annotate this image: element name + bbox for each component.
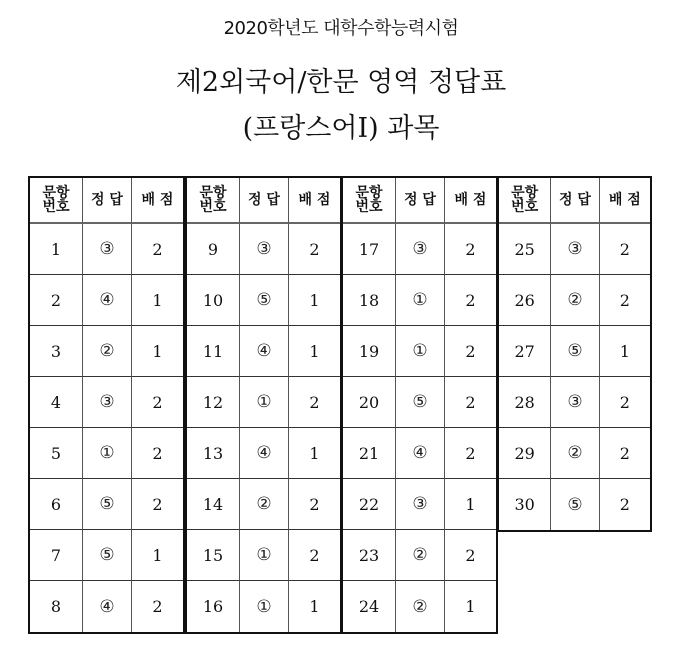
- answer-value: ④: [240, 326, 289, 377]
- table-row: [187, 581, 340, 632]
- table-row: [499, 377, 650, 428]
- question-number: 5: [30, 428, 83, 479]
- answer-value: ②: [551, 275, 599, 326]
- answer-group-4: [497, 176, 652, 532]
- points-value: 1: [132, 530, 183, 581]
- table-row: [187, 530, 340, 581]
- table-row: [30, 530, 183, 581]
- header-row: [499, 178, 650, 224]
- answer-value: ③: [396, 479, 445, 530]
- answer-value: ③: [83, 224, 132, 275]
- header-question-no: [499, 178, 551, 224]
- page-title: 제2외국어/한문 영역 정답표: [175, 67, 507, 98]
- points-value: 2: [289, 530, 340, 581]
- answer-value: ②: [396, 581, 445, 632]
- question-number: 6: [30, 479, 83, 530]
- header-points: 배 점: [289, 178, 340, 224]
- table-row: [343, 275, 496, 326]
- table-row: [343, 581, 496, 632]
- question-number: 15: [187, 530, 240, 581]
- header-answer: 정 답: [83, 178, 132, 224]
- table-row: [30, 428, 183, 479]
- points-value: 1: [289, 428, 340, 479]
- question-number: 21: [343, 428, 396, 479]
- question-number: 23: [343, 530, 396, 581]
- table-row: [343, 326, 496, 377]
- answer-group-2: [185, 176, 342, 634]
- table-row: [343, 479, 496, 530]
- table-row: [30, 581, 183, 632]
- answer-value: ③: [551, 377, 599, 428]
- header-question-no-line2: 번호: [199, 199, 227, 215]
- points-value: 2: [445, 224, 496, 275]
- answer-value: ⑤: [551, 326, 599, 377]
- header-question-no-line2: 번호: [42, 199, 70, 215]
- points-value: 2: [132, 479, 183, 530]
- question-number: 17: [343, 224, 396, 275]
- table-row: [343, 377, 496, 428]
- points-value: 2: [619, 495, 630, 514]
- points-value: 2: [445, 326, 496, 377]
- answer-value: ④: [396, 428, 445, 479]
- question-number: 12: [187, 377, 240, 428]
- table-row: [499, 428, 650, 479]
- question-number: 20: [343, 377, 396, 428]
- points-value: 2: [445, 275, 496, 326]
- header-question-no-line2: 번호: [511, 199, 539, 215]
- points-value: 1: [445, 479, 496, 530]
- answer-value: ①: [240, 581, 289, 632]
- header-question-no: [343, 178, 396, 224]
- table-row: [30, 275, 183, 326]
- answer-value: ③: [551, 224, 599, 275]
- table-row: [30, 377, 183, 428]
- header-question-no-line1: 문항: [199, 185, 227, 201]
- exam-subtitle: 2020학년도 대학수학능력시험: [223, 18, 459, 39]
- table-row: [499, 275, 650, 326]
- table-row: [30, 479, 183, 530]
- table-row: [187, 377, 340, 428]
- question-number: 7: [30, 530, 83, 581]
- question-number: 28: [499, 377, 551, 428]
- question-number: 26: [499, 275, 551, 326]
- points-value: 2: [132, 377, 183, 428]
- points-value: 2: [152, 597, 163, 616]
- points-value: 2: [445, 377, 496, 428]
- answer-value: ②: [551, 428, 599, 479]
- points-value: 2: [600, 428, 650, 479]
- answer-value: ④: [83, 581, 132, 632]
- table-row: [499, 479, 650, 530]
- answer-value: ⑤: [551, 479, 599, 530]
- question-number: 4: [30, 377, 83, 428]
- header-question-no: [187, 178, 240, 224]
- header-question-no-line1: 문항: [42, 185, 70, 201]
- points-value: 2: [132, 428, 183, 479]
- question-number: 8: [30, 581, 83, 632]
- answer-value: ①: [240, 377, 289, 428]
- answer-value: ②: [83, 326, 132, 377]
- points-value: 2: [132, 224, 183, 275]
- answer-value: ⑤: [83, 530, 132, 581]
- points-value: 1: [289, 275, 340, 326]
- points-value: 1: [309, 597, 320, 616]
- points-value: 2: [600, 377, 650, 428]
- header-question-no-line2: 번호: [355, 199, 383, 215]
- points-value: 2: [600, 275, 650, 326]
- answer-value: ④: [240, 428, 289, 479]
- points-value: 2: [289, 224, 340, 275]
- question-number: 1: [30, 224, 83, 275]
- points-value: 1: [289, 326, 340, 377]
- answer-group-3: [341, 176, 498, 634]
- subject-title: (프랑스어Ⅰ) 과목: [242, 113, 440, 144]
- points-value: 1: [132, 326, 183, 377]
- question-number: 14: [187, 479, 240, 530]
- header-answer: 정 답: [240, 178, 289, 224]
- question-number: 2: [30, 275, 83, 326]
- points-value: 2: [289, 479, 340, 530]
- header-question-no-line1: 문항: [511, 185, 539, 201]
- table-row: [187, 326, 340, 377]
- question-number: 18: [343, 275, 396, 326]
- header-row: [30, 178, 183, 224]
- table-row: [343, 428, 496, 479]
- question-number: 27: [499, 326, 551, 377]
- answer-value: ①: [396, 275, 445, 326]
- question-number: 10: [187, 275, 240, 326]
- answer-value: ①: [240, 530, 289, 581]
- answer-value: ⑤: [240, 275, 289, 326]
- header-row: [187, 178, 340, 224]
- question-number: 3: [30, 326, 83, 377]
- header-answer: 정 답: [396, 178, 445, 224]
- question-number: 11: [187, 326, 240, 377]
- table-row: [30, 224, 183, 275]
- header-points: 배 점: [132, 178, 183, 224]
- header-question-no-line1: 문항: [355, 185, 383, 201]
- answer-value: ①: [396, 326, 445, 377]
- table-row: [30, 326, 183, 377]
- points-value: 2: [600, 224, 650, 275]
- answer-value: ③: [396, 224, 445, 275]
- question-number: 30: [499, 479, 551, 530]
- header-answer: 정 답: [551, 178, 599, 224]
- answer-value: ①: [83, 428, 132, 479]
- table-row: [187, 428, 340, 479]
- answer-value: ③: [240, 224, 289, 275]
- question-number: 13: [187, 428, 240, 479]
- question-number: 24: [343, 581, 396, 632]
- question-number: 29: [499, 428, 551, 479]
- answer-value: ③: [83, 377, 132, 428]
- question-number: 9: [187, 224, 240, 275]
- points-value: 1: [132, 275, 183, 326]
- header-points: 배 점: [600, 178, 650, 224]
- header-question-no: [30, 178, 83, 224]
- table-row: [343, 530, 496, 581]
- table-row: [187, 224, 340, 275]
- table-row: [499, 326, 650, 377]
- points-value: 2: [289, 377, 340, 428]
- answer-value: ②: [396, 530, 445, 581]
- answer-value: ⑤: [396, 377, 445, 428]
- answer-value: ⑤: [83, 479, 132, 530]
- answer-group-1: [28, 176, 185, 634]
- points-value: 1: [465, 597, 476, 616]
- table-row: [499, 224, 650, 275]
- answer-value: ④: [83, 275, 132, 326]
- points-value: 2: [445, 428, 496, 479]
- points-value: 1: [600, 326, 650, 377]
- question-number: 16: [187, 581, 240, 632]
- header-row: [343, 178, 496, 224]
- points-value: 2: [445, 530, 496, 581]
- table-row: [187, 275, 340, 326]
- question-number: 25: [499, 224, 551, 275]
- table-row: [187, 479, 340, 530]
- answer-value: ②: [240, 479, 289, 530]
- question-number: 22: [343, 479, 396, 530]
- question-number: 19: [343, 326, 396, 377]
- table-row: [343, 224, 496, 275]
- header-points: 배 점: [445, 178, 496, 224]
